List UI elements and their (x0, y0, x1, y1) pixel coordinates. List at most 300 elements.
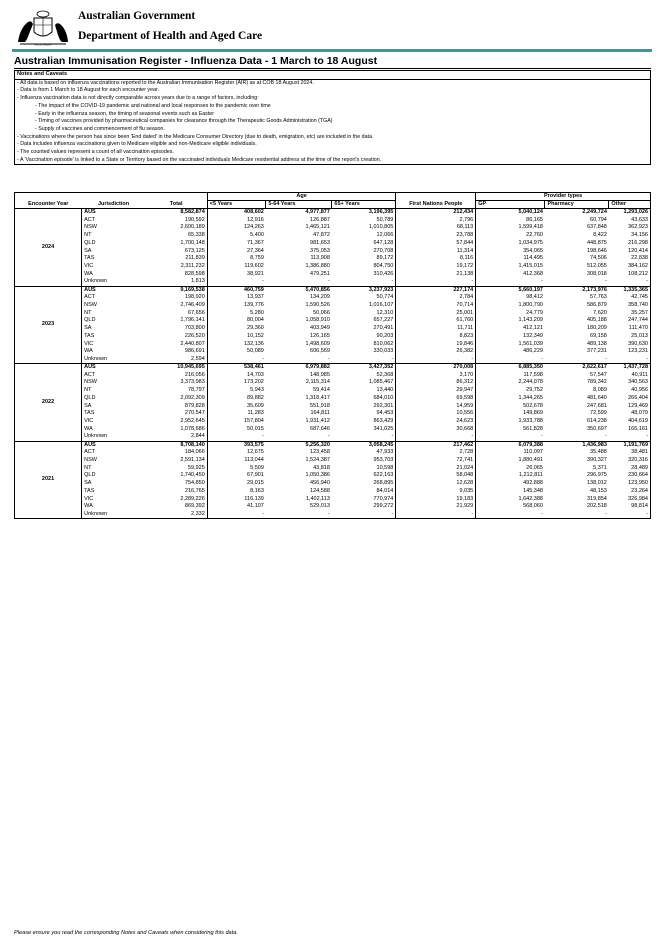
table-row (15, 395, 651, 403)
value-cell: 326,984 (609, 495, 651, 503)
jurisdiction-cell: TAS (82, 410, 146, 418)
table-row (15, 255, 651, 263)
value-cell: 57,844 (396, 240, 476, 248)
value-cell: 1,436,983 (545, 441, 609, 449)
value-cell: 247,744 (609, 317, 651, 325)
value-cell: 47,933 (376, 449, 394, 456)
value-cell: 2,244,078 (476, 379, 545, 387)
jurisdiction-cell: QLD (82, 395, 146, 403)
value-cell: 74,506 (590, 255, 607, 262)
value-cell: 481,640 (586, 394, 607, 401)
value-cell: 134,209 (310, 294, 330, 301)
value-cell: 268,895 (373, 480, 394, 487)
value-cell: 3,170 (396, 371, 476, 379)
value-cell: 266,404 (609, 395, 651, 403)
table-row (15, 224, 651, 232)
table-row (15, 271, 651, 279)
value-cell: 227,174 (396, 286, 476, 294)
value-cell: 586,879 (586, 301, 607, 308)
value-cell: - (545, 511, 609, 519)
department-name: Department of Health and Aged Care (78, 30, 263, 42)
notes-heading: Notes and Caveats (14, 70, 651, 80)
value-cell: 119,602 (207, 263, 266, 271)
table-row (15, 449, 651, 457)
value-cell: - (609, 356, 651, 364)
jurisdiction-cell: ACT (82, 294, 146, 302)
value-cell: 216,056 (184, 371, 205, 378)
value-cell: 2,440,807 (180, 340, 205, 347)
value-cell: 810,062 (373, 340, 394, 347)
influenza-data-table (14, 192, 651, 519)
value-cell: 113,908 (310, 255, 330, 262)
jurisdiction-cell: AUS (82, 441, 146, 449)
value-cell: 90,203 (376, 332, 394, 339)
value-cell: - (266, 278, 332, 286)
value-cell: 19,183 (396, 495, 476, 503)
value-cell: 981,653 (310, 239, 330, 246)
value-cell: 29,947 (396, 387, 476, 395)
table-row (15, 340, 651, 348)
value-cell: 1,191,769 (609, 441, 651, 449)
table-row (15, 418, 651, 426)
value-cell: - (476, 278, 545, 286)
value-cell: 98,412 (476, 294, 545, 302)
value-cell: 111,470 (609, 325, 651, 333)
value-cell: 2,289,226 (180, 495, 205, 502)
value-cell: 149,869 (476, 410, 545, 418)
value-cell: 6,979,882 (266, 364, 332, 372)
jurisdiction-cell: WA (82, 271, 146, 279)
value-cell: 1,880,491 (476, 457, 545, 465)
value-cell: 57,547 (590, 371, 607, 378)
jurisdiction-cell: SA (82, 325, 146, 333)
jurisdiction-cell: NSW (82, 457, 146, 465)
value-cell: 1,318,417 (305, 394, 330, 401)
value-cell: 789,342 (586, 379, 607, 386)
value-cell: 9,035 (396, 488, 476, 496)
value-cell: - (207, 433, 266, 441)
value-cell: 40,956 (609, 387, 651, 395)
value-cell: 110,097 (476, 449, 545, 457)
value-cell: 123,950 (609, 480, 651, 488)
value-cell: 2,728 (396, 449, 476, 457)
table-row (15, 457, 651, 465)
value-cell: 673,125 (184, 247, 205, 254)
value-cell: 986,691 (184, 348, 205, 355)
value-cell: 3,427,352 (332, 364, 396, 372)
value-cell: 551,918 (310, 402, 330, 409)
value-cell: 393,575 (207, 441, 266, 449)
table-row (15, 480, 651, 488)
jurisdiction-cell: VIC (82, 340, 146, 348)
value-cell: 384,162 (609, 263, 651, 271)
value-cell: 2,600,189 (180, 224, 205, 231)
value-cell: 8,759 (207, 255, 266, 263)
note-item: - Data includes influenza vaccinations given to Medicare eligible and non-Medicare eligible individuals. (17, 141, 257, 148)
value-cell: 270,491 (373, 325, 394, 332)
value-cell: 41,107 (207, 503, 266, 511)
value-cell: 138,012 (586, 480, 607, 487)
value-cell: 1,796,141 (180, 317, 205, 324)
value-cell: 198,920 (184, 294, 205, 301)
table-row (15, 503, 651, 511)
value-cell: 11,711 (396, 325, 476, 333)
jurisdiction-cell: NSW (82, 302, 146, 310)
value-cell: 84,014 (376, 487, 394, 494)
value-cell: - (545, 356, 609, 364)
value-cell: 350,697 (586, 425, 607, 432)
value-cell: 40,911 (609, 371, 651, 379)
table-row (15, 240, 651, 248)
value-cell: 35,488 (590, 449, 607, 456)
value-cell: 89,172 (376, 255, 394, 262)
value-cell: 479,251 (310, 270, 330, 277)
jurisdiction-cell: ACT (82, 449, 146, 457)
value-cell: 216,298 (609, 240, 651, 248)
value-cell: 2,746,409 (180, 301, 205, 308)
table-row (15, 325, 651, 333)
value-cell: 512,055 (586, 263, 607, 270)
provider-group-header: Provider types (476, 193, 651, 201)
value-cell: 1,590,526 (305, 301, 330, 308)
value-cell: 460,759 (207, 286, 266, 294)
jurisdiction-cell: ACT (82, 371, 146, 379)
value-cell: 3,196,395 (332, 209, 396, 217)
value-cell: 1,058,910 (305, 317, 330, 324)
value-cell: 8,422 (593, 232, 607, 239)
note-sub-item: - Supply of vaccines and commencement of flu season. (35, 125, 165, 132)
value-cell: 1,642,388 (476, 495, 545, 503)
value-cell: 1,016,107 (368, 301, 394, 308)
value-cell: 1,085,467 (368, 379, 394, 386)
value-cell: 57,763 (590, 294, 607, 301)
value-cell: 1,931,412 (305, 418, 330, 425)
value-cell: 72,599 (590, 410, 607, 417)
value-cell: 28,489 (609, 464, 651, 472)
value-cell: 126,165 (310, 332, 330, 339)
column-header: Other (609, 201, 651, 209)
value-cell: 270,008 (396, 364, 476, 372)
value-cell: 1,344,265 (476, 395, 545, 403)
value-cell: 2,844 (146, 433, 208, 441)
value-cell: 12,066 (376, 232, 394, 239)
value-cell: 5,509 (207, 464, 266, 472)
table-row (15, 216, 651, 224)
value-cell: 1,498,609 (305, 340, 330, 347)
table-row (15, 263, 651, 271)
value-cell: 166,161 (609, 426, 651, 434)
value-cell: 124,263 (207, 224, 266, 232)
value-cell: 377,231 (586, 348, 607, 355)
note-item: - Data is from 1 March to 18 August for each encounter year. (17, 87, 159, 94)
table-row (15, 410, 651, 418)
table-row (15, 371, 651, 379)
value-cell: 3,373,983 (180, 379, 205, 386)
value-cell: 403,949 (310, 325, 330, 332)
jurisdiction-cell: SA (82, 480, 146, 488)
value-cell: - (266, 433, 332, 441)
government-name: Australian Government (78, 10, 196, 22)
table-row (15, 426, 651, 434)
value-cell: 67,901 (207, 472, 266, 480)
value-cell: 1,813 (146, 278, 208, 286)
value-cell: 123,458 (310, 449, 330, 456)
jurisdiction-cell: AUS (82, 209, 146, 217)
value-cell: 358,740 (609, 302, 651, 310)
column-header: Pharmacy (545, 201, 609, 209)
value-cell: 804,750 (373, 263, 394, 270)
value-cell: 59,925 (187, 464, 205, 471)
note-item: - A 'Vaccination episode' is linked to a State or Territory based on the vaccinated individuals Medicare residential address at the time of the report's creation. (17, 156, 382, 163)
notes-body (14, 80, 651, 166)
value-cell: 404,619 (609, 418, 651, 426)
value-cell: - (207, 511, 266, 519)
value-cell: 2,952,645 (180, 418, 205, 425)
value-cell: 26,382 (396, 348, 476, 356)
value-cell: 568,060 (476, 503, 545, 511)
value-cell: 6,079,388 (476, 441, 545, 449)
page-title: Australian Immunisation Register - Influenza Data - 1 March to 18 August (14, 56, 651, 69)
table-row (15, 309, 651, 317)
value-cell: 1,524,387 (305, 456, 330, 463)
value-cell: 24,623 (396, 418, 476, 426)
value-cell: - (207, 356, 266, 364)
jurisdiction-cell: Unknown (82, 433, 146, 441)
value-cell: 1,465,121 (305, 224, 330, 231)
value-cell: 1,034,975 (476, 240, 545, 248)
value-cell: 14,703 (207, 371, 266, 379)
value-cell: 43,818 (313, 464, 330, 471)
value-cell: 8,116 (396, 255, 476, 263)
value-cell: 320,316 (609, 457, 651, 465)
value-cell: 10,556 (396, 410, 476, 418)
value-cell: 319,854 (586, 495, 607, 502)
value-cell: 270,547 (184, 410, 205, 417)
value-cell: 123,231 (609, 348, 651, 356)
jurisdiction-cell: ACT (82, 216, 146, 224)
value-cell: 456,940 (310, 480, 330, 487)
value-cell: 11,283 (207, 410, 266, 418)
value-cell: 492,888 (476, 480, 545, 488)
value-cell: 12,310 (376, 309, 394, 316)
value-cell: 538,461 (207, 364, 266, 372)
table-row (15, 278, 651, 286)
value-cell: 108,212 (609, 271, 651, 279)
table-row (15, 364, 651, 372)
value-cell: 5,371 (593, 464, 607, 471)
value-cell: 212,434 (396, 209, 476, 217)
value-cell: 43,633 (609, 216, 651, 224)
value-cell: 8,163 (207, 488, 266, 496)
value-cell: - (476, 433, 545, 441)
value-cell: 614,238 (586, 418, 607, 425)
value-cell: 50,789 (376, 216, 394, 223)
table-row (15, 302, 651, 310)
table-row (15, 379, 651, 387)
value-cell: 2,115,314 (305, 379, 330, 386)
value-cell: 448,875 (586, 239, 607, 246)
value-cell: 879,828 (184, 402, 205, 409)
table-row (15, 488, 651, 496)
value-cell: 1,078,686 (180, 425, 205, 432)
value-cell: 2,796 (396, 216, 476, 224)
value-cell: 1,212,811 (476, 472, 545, 480)
value-cell: 489,138 (586, 340, 607, 347)
value-cell: 5,943 (207, 387, 266, 395)
table-row (15, 348, 651, 356)
value-cell: 412,368 (476, 271, 545, 279)
value-cell: 3,237,923 (332, 286, 396, 294)
value-cell: 1,437,728 (609, 364, 651, 372)
value-cell: 270,708 (373, 247, 394, 254)
value-cell: 19,846 (396, 340, 476, 348)
table-row (15, 464, 651, 472)
value-cell: 1,415,015 (476, 263, 545, 271)
jurisdiction-cell: TAS (82, 333, 146, 341)
value-cell: 61,760 (396, 317, 476, 325)
table-row (15, 511, 651, 519)
value-cell: 8,582,874 (146, 209, 208, 217)
value-cell: 637,848 (586, 224, 607, 231)
value-cell: 3,058,245 (332, 441, 396, 449)
value-cell: 226,520 (184, 332, 205, 339)
value-cell: 2,594 (146, 356, 208, 364)
value-cell: 2,092,309 (180, 394, 205, 401)
value-cell: - (545, 433, 609, 441)
header-divider (12, 49, 652, 52)
value-cell: 50,066 (313, 309, 330, 316)
value-cell: 21,138 (396, 271, 476, 279)
value-cell: 1,050,386 (305, 472, 330, 479)
value-cell: 180,209 (586, 325, 607, 332)
column-header: First Nations People (396, 201, 476, 209)
table-row (15, 247, 651, 255)
value-cell: 754,850 (184, 480, 205, 487)
value-cell: 184,066 (184, 449, 205, 456)
table-row (15, 495, 651, 503)
value-cell: 48,079 (609, 410, 651, 418)
jurisdiction-cell: WA (82, 348, 146, 356)
table-row (15, 433, 651, 441)
value-cell: - (266, 356, 332, 364)
value-cell: 69,598 (396, 395, 476, 403)
value-cell: 828,598 (184, 270, 205, 277)
value-cell: 2,622,617 (545, 364, 609, 372)
value-cell: 23,264 (609, 488, 651, 496)
value-cell: 5,280 (207, 309, 266, 317)
value-cell: 869,392 (184, 503, 205, 510)
value-cell: 405,188 (586, 317, 607, 324)
value-cell: 1,740,450 (180, 472, 205, 479)
value-cell: 8,089 (593, 387, 607, 394)
value-cell: 330,033 (373, 348, 394, 355)
value-cell: 145,348 (476, 488, 545, 496)
value-cell: 9,169,538 (146, 286, 208, 294)
jurisdiction-cell: VIC (82, 263, 146, 271)
column-header: Jurisdiction (82, 201, 146, 209)
value-cell: 13,937 (207, 294, 266, 302)
table-row (15, 294, 651, 302)
jurisdiction-cell: Unknown (82, 278, 146, 286)
jurisdiction-cell: SA (82, 247, 146, 255)
value-cell: 1,402,113 (305, 495, 330, 502)
value-cell: 124,588 (310, 487, 330, 494)
note-item: - All data is based on influenza vaccinations reported to the Australian Immunisation Register (AIR) as at COB 18 August 2024. (17, 79, 314, 86)
value-cell: 390,327 (586, 456, 607, 463)
table-row (15, 387, 651, 395)
value-cell: 247,681 (586, 402, 607, 409)
table-row (15, 209, 651, 217)
value-cell: 2,173,976 (545, 286, 609, 294)
value-cell: 2,591,134 (180, 456, 205, 463)
column-header: 65+ Years (332, 201, 396, 209)
value-cell: 1,293,026 (609, 209, 651, 217)
page-header (12, 6, 652, 46)
value-cell: 157,804 (207, 418, 266, 426)
value-cell: 5,256,320 (266, 441, 332, 449)
value-cell: 86,165 (476, 216, 545, 224)
value-cell: - (609, 511, 651, 519)
note-item: - The counted values represent a count of all vaccination episodes. (17, 149, 174, 156)
value-cell: 863,429 (373, 418, 394, 425)
value-cell: 71,367 (207, 240, 266, 248)
value-cell: 1,700,148 (180, 239, 205, 246)
value-cell: - (332, 433, 396, 441)
value-cell: 70,714 (396, 302, 476, 310)
jurisdiction-cell: NT (82, 464, 146, 472)
jurisdiction-cell: AUS (82, 364, 146, 372)
table-row (15, 286, 651, 294)
value-cell: 2,249,724 (545, 209, 609, 217)
value-cell: 340,563 (609, 379, 651, 387)
value-cell: 14,959 (396, 402, 476, 410)
value-cell: 26,065 (476, 464, 545, 472)
value-cell: 148,985 (310, 371, 330, 378)
value-cell: 7,620 (593, 309, 607, 316)
jurisdiction-cell: AUS (82, 286, 146, 294)
value-cell: 8,708,140 (146, 441, 208, 449)
value-cell: 770,974 (373, 495, 394, 502)
value-cell: 5,660,197 (476, 286, 545, 294)
value-cell: 1,561,039 (476, 340, 545, 348)
jurisdiction-cell: TAS (82, 255, 146, 263)
value-cell: 22,838 (609, 255, 651, 263)
value-cell: 12,628 (396, 480, 476, 488)
value-cell: 341,025 (373, 425, 394, 432)
value-cell: 1,599,418 (476, 224, 545, 232)
value-cell: 217,462 (396, 441, 476, 449)
value-cell: 72,741 (396, 457, 476, 465)
value-cell: 362,923 (609, 224, 651, 232)
jurisdiction-cell: QLD (82, 472, 146, 480)
value-cell: 684,010 (373, 394, 394, 401)
value-cell: 120,414 (609, 247, 651, 255)
value-cell: - (396, 433, 476, 441)
value-cell: 4,977,877 (266, 209, 332, 217)
jurisdiction-cell: NSW (82, 224, 146, 232)
table-row (15, 333, 651, 341)
value-cell: 23,788 (396, 232, 476, 240)
value-cell: 65,338 (187, 232, 205, 239)
value-cell: - (396, 356, 476, 364)
column-header: Total (146, 201, 208, 209)
value-cell: 622,163 (373, 472, 394, 479)
value-cell: 296,975 (586, 472, 607, 479)
value-cell: 38,921 (207, 271, 266, 279)
jurisdiction-cell: VIC (82, 495, 146, 503)
value-cell: 25,001 (396, 309, 476, 317)
value-cell: 94,453 (376, 410, 394, 417)
